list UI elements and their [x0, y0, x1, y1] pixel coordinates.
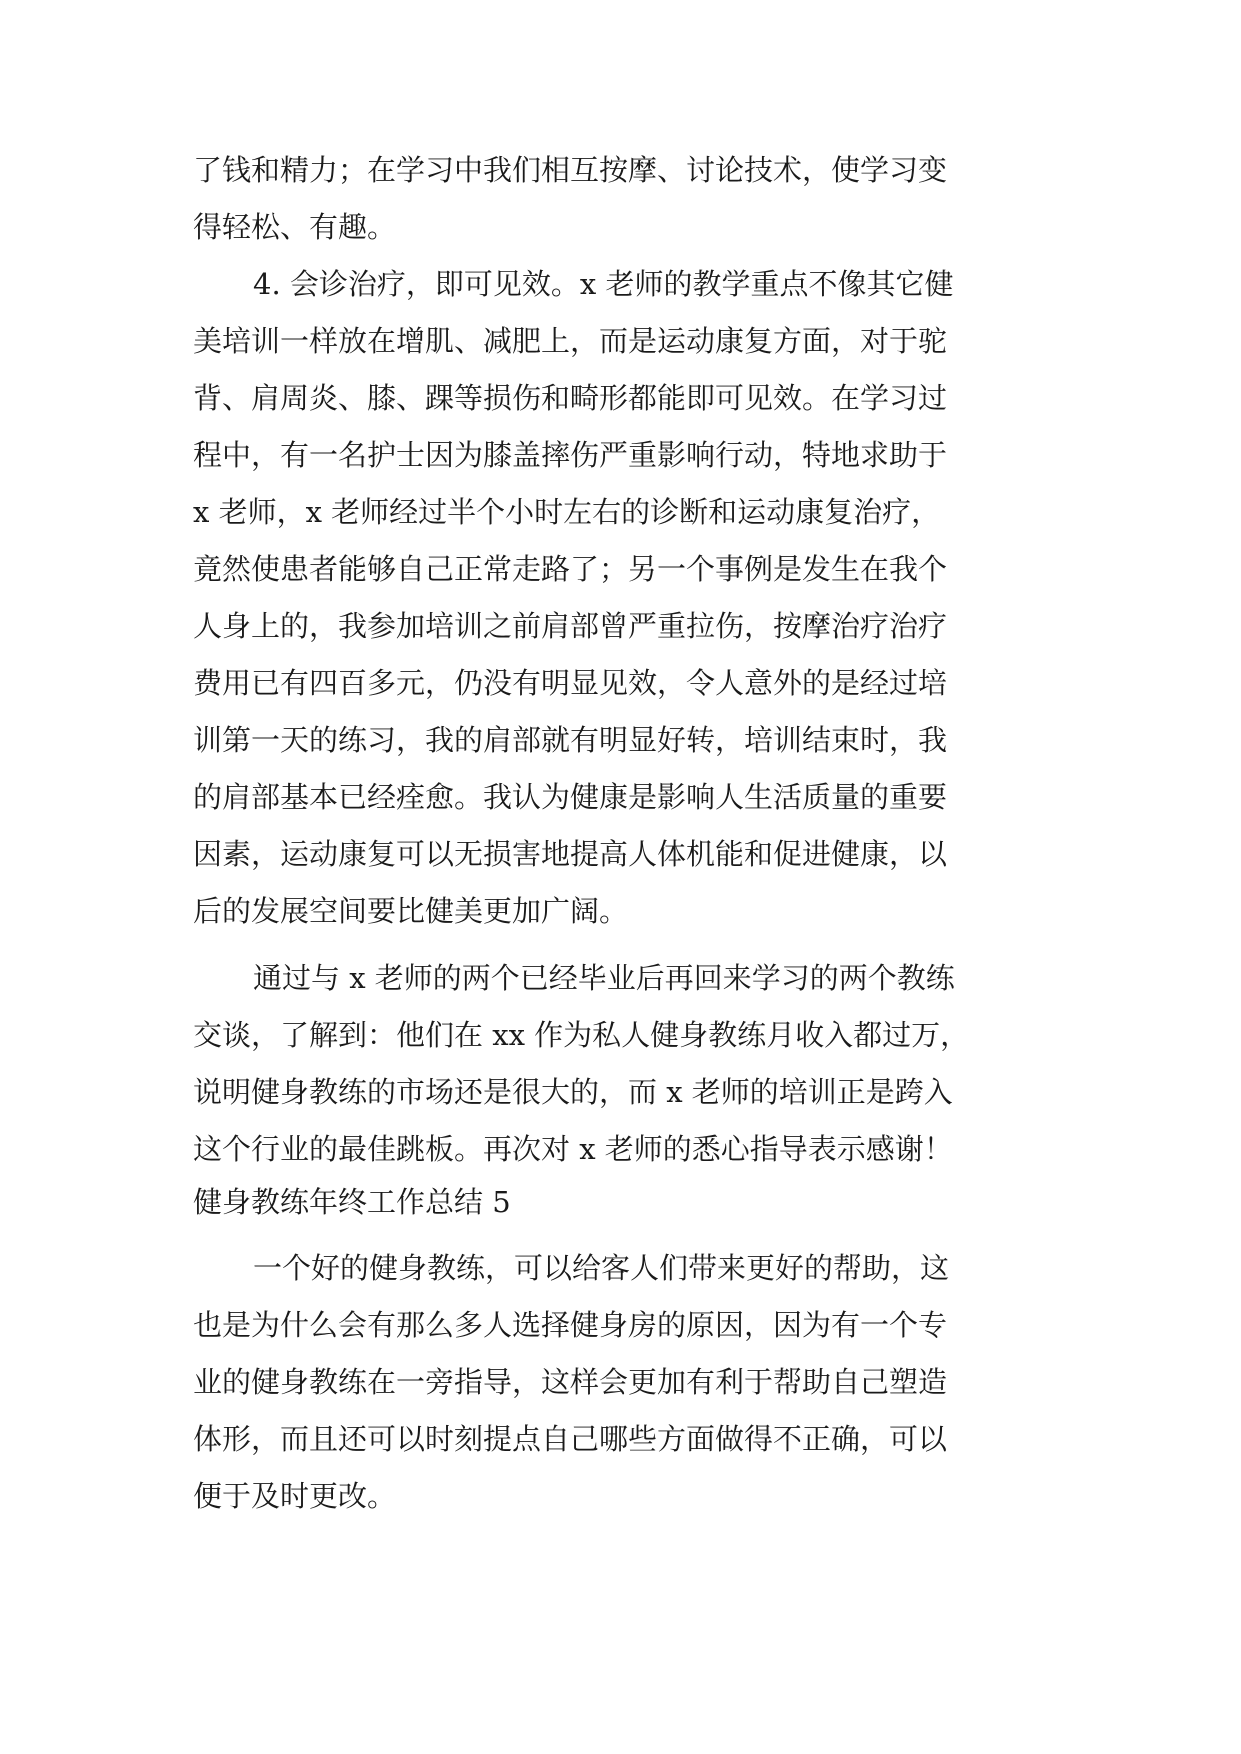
- text-line: 人身上的，我参加培训之前肩部曾严重拉伤，按摩治疗治疗: [193, 609, 948, 643]
- text-line: 体形，而且还可以时刻提点自己哪些方面做得不正确，可以: [193, 1422, 948, 1456]
- text-line: 这个行业的最佳跳板。再次对 x 老师的悉心指导表示感谢！: [193, 1132, 953, 1166]
- text-line: 因素，运动康复可以无损害地提高人体机能和促进健康，以: [193, 837, 948, 871]
- paragraph-first-line: 通过与 x 老师的两个已经毕业后再回来学习的两个教练: [253, 961, 955, 995]
- section-title: 健身教练年终工作总结 5: [193, 1185, 511, 1219]
- text-line: 美培训一样放在增肌、减肥上，而是运动康复方面，对于驼: [193, 324, 948, 358]
- text-line: 便于及时更改。: [193, 1479, 397, 1513]
- text-line: 交谈，了解到：他们在 xx 作为私人健身教练月收入都过万，: [193, 1018, 970, 1052]
- text-line: 得轻松、有趣。: [193, 210, 397, 244]
- text-line: 程中，有一名护士因为膝盖摔伤严重影响行动，特地求助于: [193, 438, 948, 472]
- text-line: 的肩部基本已经痊愈。我认为健康是影响人生活质量的重要: [193, 780, 948, 814]
- text-line: 训第一天的练习，我的肩部就有明显好转，培训结束时，我: [193, 723, 948, 757]
- text-line: 费用已有四百多元，仍没有明显见效，令人意外的是经过培: [193, 666, 948, 700]
- text-line: x 老师，x 老师经过半个小时左右的诊断和运动康复治疗，: [193, 495, 941, 529]
- text-line: 竟然使患者能够自己正常走路了；另一个事例是发生在我个: [193, 552, 948, 586]
- text-line: 说明健身教练的市场还是很大的，而 x 老师的培训正是跨入: [193, 1075, 953, 1109]
- text-line: 后的发展空间要比健美更加广阔。: [193, 894, 629, 928]
- text-line: 背、肩周炎、膝、踝等损伤和畸形都能即可见效。在学习过: [193, 381, 948, 415]
- paragraph-first-line: 4. 会诊治疗，即可见效。x 老师的教学重点不像其它健: [253, 267, 954, 301]
- paragraph-first-line: 一个好的健身教练，可以给客人们带来更好的帮助，这: [253, 1251, 950, 1285]
- text-line: 了钱和精力；在学习中我们相互按摩、讨论技术，使学习变: [193, 153, 948, 187]
- text-line: 也是为什么会有那么多人选择健身房的原因，因为有一个专: [193, 1308, 948, 1342]
- text-line: 业的健身教练在一旁指导，这样会更加有利于帮助自己塑造: [193, 1365, 948, 1399]
